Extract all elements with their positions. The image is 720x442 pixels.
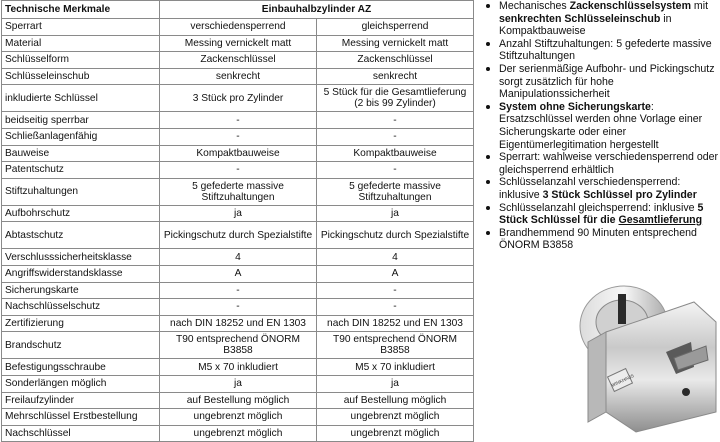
row-label: beidseitig sperrbar xyxy=(2,112,160,129)
feature-text: 3 Stück Schlüssel pro Zylinder xyxy=(542,188,697,201)
row-label: Schlüsselform xyxy=(2,52,160,69)
table-row xyxy=(2,425,474,442)
header-merkmale: Technische Merkmale xyxy=(2,1,160,19)
feature-text: Zackenschlüsselsystem xyxy=(569,0,691,12)
value-gleichsperrend: Messing vernickelt matt xyxy=(317,35,474,52)
value-verschiedensperrend: nach DIN 18252 und EN 1303 xyxy=(160,315,317,332)
row-label: Stiftzuhaltungen xyxy=(2,178,160,205)
value-verschiedensperrend: Kompaktbauweise xyxy=(160,145,317,162)
row-label: Nachschlüsselschutz xyxy=(2,299,160,316)
table-row xyxy=(2,68,474,85)
feature-item xyxy=(484,227,720,252)
value-gleichsperrend: Zackenschlüssel xyxy=(317,52,474,69)
row-label: Sonderlängen möglich xyxy=(2,375,160,392)
row-label: Mehrschlüssel Erstbestellung xyxy=(2,409,160,426)
value-gleichsperrend: A xyxy=(317,265,474,282)
row-label: Patentschutz xyxy=(2,162,160,179)
row-label: Sicherungskarte xyxy=(2,282,160,299)
feature-item xyxy=(484,38,720,63)
value-verschiedensperrend: M5 x 70 inkludiert xyxy=(160,359,317,376)
table-row xyxy=(2,112,474,129)
feature-text: Der serienmäßige Aufbohr- und Pickingschutz sorgt zusätzlich für hohe Manipulationssicherheit xyxy=(499,62,715,101)
row-label: Zertifizierung xyxy=(2,315,160,332)
feature-text: senkrechten Schlüsseleinschub xyxy=(499,12,661,25)
value-gleichsperrend: auf Bestellung möglich xyxy=(317,392,474,409)
value-gleichsperrend: ja xyxy=(317,205,474,222)
value-verschiedensperrend: ungebrenzt möglich xyxy=(160,409,317,426)
table-row xyxy=(2,178,474,205)
table-row xyxy=(2,332,474,359)
value-verschiedensperrend: - xyxy=(160,162,317,179)
row-label: Aufbohrschutz xyxy=(2,205,160,222)
table-row xyxy=(2,19,474,36)
row-label: Sperrart xyxy=(2,19,160,36)
table-row xyxy=(2,249,474,266)
feature-text: Gesamtlieferung xyxy=(618,214,703,227)
table-row xyxy=(2,222,474,249)
table-row xyxy=(2,375,474,392)
table-row xyxy=(2,52,474,69)
value-gleichsperrend: ja xyxy=(317,375,474,392)
value-verschiedensperrend: ja xyxy=(160,205,317,222)
row-label: Schließanlagenfähig xyxy=(2,128,160,145)
row-label: Material xyxy=(2,35,160,52)
feature-item xyxy=(484,63,720,101)
feature-text: Schlüsselanzahl verschiedensperrend: inklusive xyxy=(499,176,681,201)
row-label: Bauweise xyxy=(2,145,160,162)
feature-text: Schlüsselanzahl gleichsperrend: inklusive xyxy=(499,201,698,214)
feature-text: : Ersatzschlüssel werden ohne Vorlage einer Sicherungskarte oder einer Eigentümerlegitimation hergestellt xyxy=(499,100,703,151)
feature-text: Anzahl Stiftzuhaltungen: 5 gefederte massive Stiftzuhaltungen xyxy=(499,37,712,63)
value-verschiedensperrend: ja xyxy=(160,375,317,392)
value-gleichsperrend: gleichsperrend xyxy=(317,19,474,36)
feature-item xyxy=(484,176,720,201)
table-header-row xyxy=(2,1,474,19)
value-gleichsperrend: Pickingschutz durch Spezialstifte xyxy=(317,222,474,249)
row-label: Freilaufzylinder xyxy=(2,392,160,409)
row-label: Abtastschutz xyxy=(2,222,160,249)
row-label: Nachschlüssel xyxy=(2,425,160,442)
value-gleichsperrend: T90 entsprechend ÖNORM B3858 xyxy=(317,332,474,359)
feature-text: System ohne Sicherungskarte xyxy=(499,100,651,113)
row-label: Brandschutz xyxy=(2,332,160,359)
value-gleichsperrend: 5 gefederte massive Stiftzuhaltungen xyxy=(317,178,474,205)
feature-item xyxy=(484,0,720,38)
brand-label: WINKHAUS xyxy=(610,373,635,388)
table-row xyxy=(2,145,474,162)
feature-text: in Kompaktbauweise xyxy=(499,12,672,38)
value-gleichsperrend: M5 x 70 inkludiert xyxy=(317,359,474,376)
table-row xyxy=(2,299,474,316)
row-label: Angriffswiderstandsklasse xyxy=(2,265,160,282)
value-verschiedensperrend: - xyxy=(160,299,317,316)
value-verschiedensperrend: T90 entsprechend ÖNORM B3858 xyxy=(160,332,317,359)
table-row xyxy=(2,265,474,282)
spec-table xyxy=(1,0,474,442)
value-verschiedensperrend: senkrecht xyxy=(160,68,317,85)
value-verschiedensperrend: Pickingschutz durch Spezialstifte xyxy=(160,222,317,249)
table-row xyxy=(2,128,474,145)
table-row xyxy=(2,282,474,299)
row-label: Schlüsseleinschub xyxy=(2,68,160,85)
row-label: Befestigungsschraube xyxy=(2,359,160,376)
lock-cylinder-image xyxy=(566,262,720,432)
feature-item xyxy=(484,202,720,227)
value-gleichsperrend: - xyxy=(317,162,474,179)
value-verschiedensperrend: 5 gefederte massive Stiftzuhaltungen xyxy=(160,178,317,205)
value-verschiedensperrend: auf Bestellung möglich xyxy=(160,392,317,409)
value-gleichsperrend: ungebrenzt möglich xyxy=(317,409,474,426)
value-gleichsperrend: senkrecht xyxy=(317,68,474,85)
value-verschiedensperrend: 3 Stück pro Zylinder xyxy=(160,85,317,112)
value-gleichsperrend: - xyxy=(317,282,474,299)
value-verschiedensperrend: A xyxy=(160,265,317,282)
row-label: Verschlusssicherheitsklasse xyxy=(2,249,160,266)
table-row xyxy=(2,162,474,179)
feature-item xyxy=(484,101,720,151)
table-row xyxy=(2,392,474,409)
table-row xyxy=(2,315,474,332)
value-verschiedensperrend: Zackenschlüssel xyxy=(160,52,317,69)
value-gleichsperrend: - xyxy=(317,299,474,316)
table-row xyxy=(2,85,474,112)
value-gleichsperrend: Kompaktbauweise xyxy=(317,145,474,162)
table-row xyxy=(2,205,474,222)
feature-text: Mechanisches xyxy=(499,0,570,12)
value-verschiedensperrend: 4 xyxy=(160,249,317,266)
value-verschiedensperrend: Messing vernickelt matt xyxy=(160,35,317,52)
value-gleichsperrend: ungebrenzt möglich xyxy=(317,425,474,442)
value-verschiedensperrend: - xyxy=(160,112,317,129)
value-gleichsperrend: - xyxy=(317,128,474,145)
value-gleichsperrend: 5 Stück für die Gesamtlieferung (2 bis 99 Zylinder) xyxy=(317,85,474,112)
value-verschiedensperrend: - xyxy=(160,282,317,299)
table-row xyxy=(2,359,474,376)
feature-text: Sperrart: wahlweise verschiedensperrend oder gleichsperrend erhältlich xyxy=(499,151,719,176)
value-gleichsperrend: - xyxy=(317,112,474,129)
row-label: inkludierte Schlüssel xyxy=(2,85,160,112)
value-verschiedensperrend: - xyxy=(160,128,317,145)
feature-text: 5 Stück Schlüssel für die xyxy=(499,201,704,227)
spec-body xyxy=(2,19,474,442)
value-gleichsperrend: nach DIN 18252 und EN 1303 xyxy=(317,315,474,332)
header-product: Einbauhalbzylinder AZ xyxy=(160,1,474,19)
feature-text: Brandhemmend 90 Minuten entsprechend ÖNORM B3858 xyxy=(499,226,697,252)
feature-item xyxy=(484,151,720,176)
value-verschiedensperrend: ungebrenzt möglich xyxy=(160,425,317,442)
feature-text: mit xyxy=(690,0,709,12)
table-row xyxy=(2,35,474,52)
feature-list xyxy=(484,0,720,252)
value-verschiedensperrend: verschiedensperrend xyxy=(160,19,317,36)
value-gleichsperrend: 4 xyxy=(317,249,474,266)
table-row xyxy=(2,409,474,426)
